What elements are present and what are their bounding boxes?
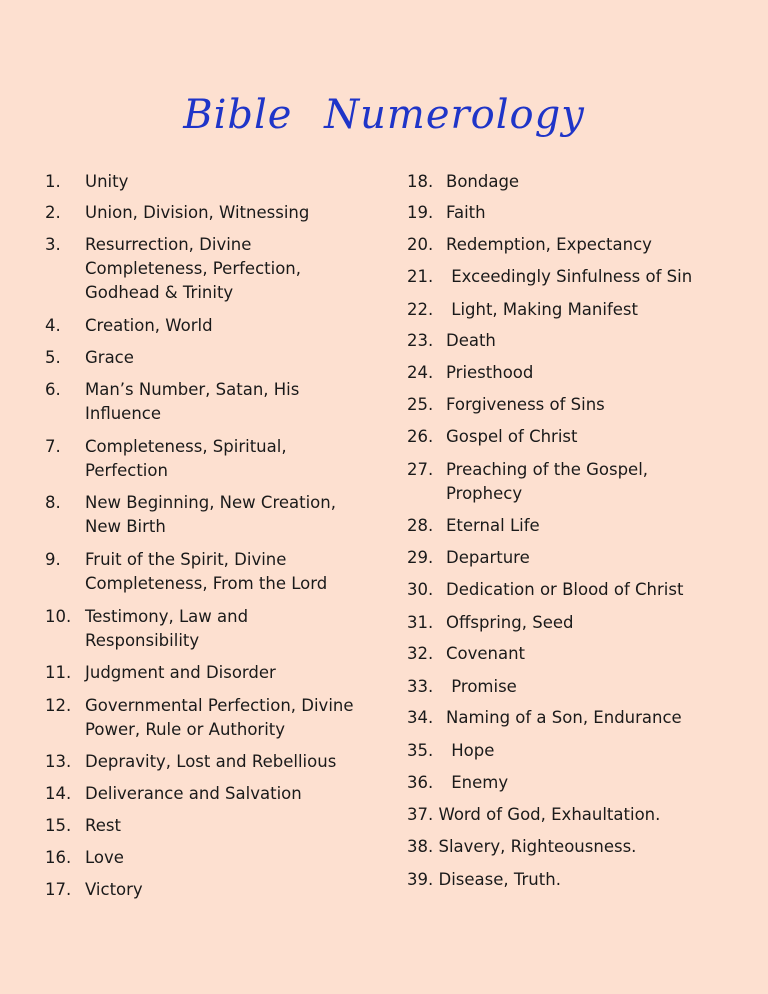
list-item-number: 26. — [407, 427, 434, 446]
list-item-text: 37. Word of God, Exhaultation. — [407, 805, 661, 824]
list-item-number: 2. — [45, 203, 61, 222]
list-item-text: Hope — [446, 741, 495, 760]
list-item-text: Enemy — [446, 773, 509, 792]
list-item-text: Death — [446, 331, 496, 350]
list-item-number: 27. — [407, 460, 434, 479]
list-item-number: 35. — [407, 741, 434, 760]
page-title: Bible Numerology — [183, 92, 585, 138]
list-item-number: 6. — [45, 380, 61, 399]
list-item-number: 8. — [45, 493, 61, 512]
list-item-number: 16. — [45, 848, 72, 867]
list-item-number: 13. — [45, 752, 72, 771]
list-item-number: 24. — [407, 363, 434, 382]
list-item-number: 33. — [407, 677, 434, 696]
list-item-text: Creation, World — [85, 316, 213, 335]
list-item-number: 34. — [407, 708, 434, 727]
list-item-text: Gospel of Christ — [446, 427, 578, 446]
list-item-number: 4. — [45, 316, 61, 335]
list-item-text: Redemption, Expectancy — [446, 235, 652, 254]
list-item-number: 32. — [407, 644, 434, 663]
list-item-text: Exceedingly Sinfulness of Sin — [446, 267, 693, 286]
list-item-number: 31. — [407, 613, 434, 632]
list-item-text: 39. Disease, Truth. — [407, 870, 561, 889]
list-item-number: 18. — [407, 172, 434, 191]
list-item-text: Deliverance and Salvation — [85, 784, 302, 803]
list-item-text: Preaching of the Gospel, Prophecy — [446, 460, 649, 503]
list-item-number: 29. — [407, 548, 434, 567]
list-item-text: Eternal Life — [446, 516, 540, 535]
list-item-text: Fruit of the Spirit, Divine Completeness, From the Lord — [85, 550, 328, 593]
list-item-text: Depravity, Lost and Rebellious — [85, 752, 337, 771]
list-item-number: 9. — [45, 550, 61, 569]
list-item-number: 17. — [45, 880, 72, 899]
list-item-number: 21. — [407, 267, 434, 286]
list-item-text: Offspring, Seed — [446, 613, 574, 632]
list-item-text: Love — [85, 848, 124, 867]
list-item-text: Completeness, Spiritual, Perfection — [85, 437, 287, 480]
list-item-number: 15. — [45, 816, 72, 835]
list-item-number: 25. — [407, 395, 434, 414]
list-item-number: 12. — [45, 696, 72, 715]
list-item-number: 3. — [45, 235, 61, 254]
list-item-text: Man’s Number, Satan, His Influence — [85, 380, 300, 423]
list-item-text: Forgiveness of Sins — [446, 395, 605, 414]
list-item-number: 19. — [407, 203, 434, 222]
list-item-text: Grace — [85, 348, 134, 367]
list-item-number: 10. — [45, 607, 72, 626]
list-item-number: 22. — [407, 300, 434, 319]
list-item-text: Victory — [85, 880, 143, 899]
list-item-text: 38. Slavery, Righteousness. — [407, 837, 637, 856]
list-item-text: Unity — [85, 172, 129, 191]
list-item-number: 11. — [45, 663, 72, 682]
list-item-text: Departure — [446, 548, 530, 567]
list-item-text: Light, Making Manifest — [446, 300, 638, 319]
list-item-text: Promise — [446, 677, 517, 696]
list-item-text: Naming of a Son, Endurance — [446, 708, 682, 727]
list-item-number: 1. — [45, 172, 61, 191]
list-item-number: 36. — [407, 773, 434, 792]
list-item-number: 28. — [407, 516, 434, 535]
list-item-number: 7. — [45, 437, 61, 456]
list-item-text: Dedication or Blood of Christ — [446, 580, 684, 599]
list-item-text: Rest — [85, 816, 121, 835]
list-item-text: Priesthood — [446, 363, 534, 382]
list-item-text: Faith — [446, 203, 486, 222]
list-item-text: Bondage — [446, 172, 520, 191]
list-item-text: Governmental Perfection, Divine Power, Rule or Authority — [85, 696, 354, 739]
list-item-number: 20. — [407, 235, 434, 254]
list-item-text: Testimony, Law and Responsibility — [85, 607, 249, 650]
list-item-text: Judgment and Disorder — [85, 663, 276, 682]
list-item-number: 14. — [45, 784, 72, 803]
list-item-number: 5. — [45, 348, 61, 367]
list-item-text: Resurrection, Divine Completeness, Perfection, Godhead & Trinity — [85, 235, 301, 302]
list-item-text: Covenant — [446, 644, 526, 663]
list-item-text: New Beginning, New Creation, New Birth — [85, 493, 336, 536]
list-item-number: 30. — [407, 580, 434, 599]
list-item-number: 23. — [407, 331, 434, 350]
list-item-text: Union, Division, Witnessing — [85, 203, 310, 222]
